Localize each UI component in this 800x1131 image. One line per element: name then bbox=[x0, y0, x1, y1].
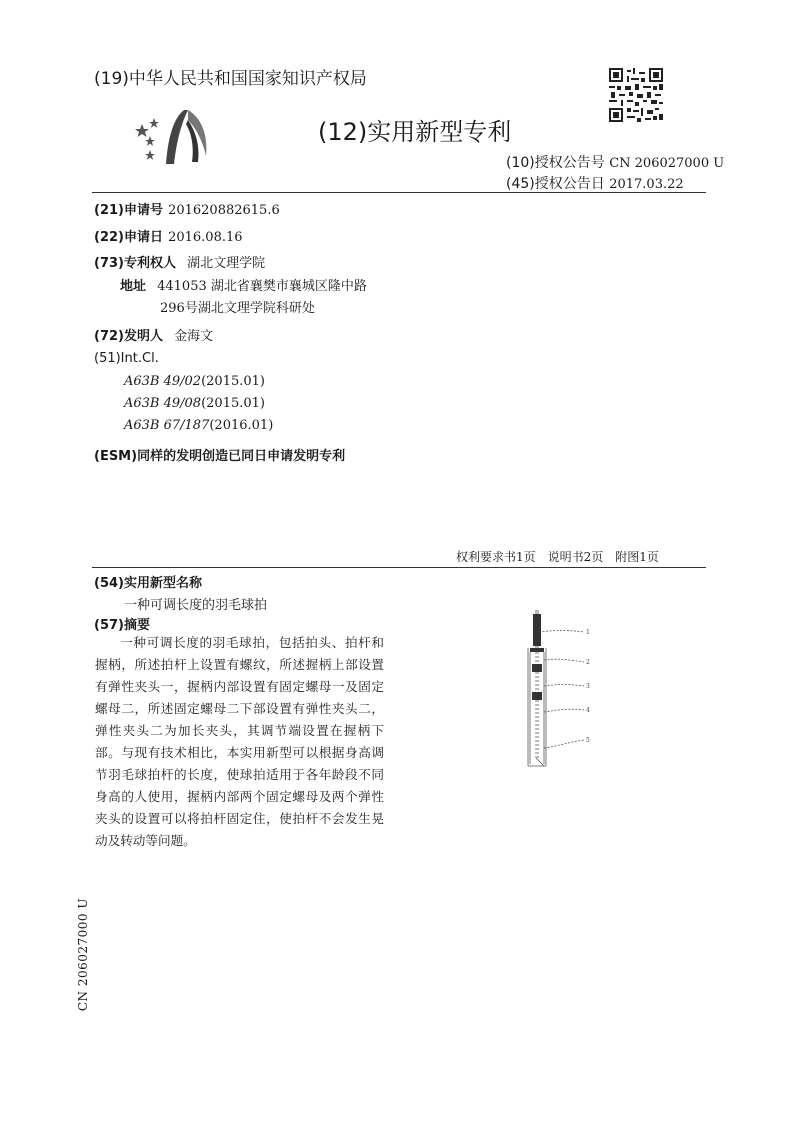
application-date: 2016.08.16 bbox=[168, 230, 243, 245]
ipc-code: A63B 49/08 bbox=[124, 396, 202, 411]
inventor-row bbox=[94, 325, 213, 344]
ipc-label: (51)Int.Cl. bbox=[94, 351, 159, 366]
ipc-version: (2016.01) bbox=[209, 418, 274, 433]
figure-label: 3 bbox=[586, 683, 590, 690]
ipc-entry bbox=[124, 396, 265, 411]
patentee-label: (73)专利权人 bbox=[94, 256, 176, 271]
application-number-row bbox=[94, 199, 280, 218]
utility-model-title: 一种可调长度的羽毛球拍 bbox=[124, 598, 268, 613]
document-type: (12)实用新型专利 bbox=[318, 118, 512, 146]
address-label: 地址 bbox=[120, 279, 147, 294]
qr-code bbox=[609, 68, 663, 122]
office-name: (19)中华人民共和国国家知识产权局 bbox=[94, 69, 367, 89]
address-line1: 441053 湖北省襄樊市襄城区隆中路 bbox=[157, 279, 367, 294]
cnipa-logo bbox=[128, 106, 214, 170]
figure-label: 1 bbox=[586, 629, 590, 636]
ipc-code: A63B 49/02 bbox=[124, 374, 202, 389]
title-label: (54)实用新型名称 bbox=[94, 576, 202, 591]
page-counts: 权利要求书1页 说明书2页 附图1页 bbox=[456, 550, 659, 564]
patentee: 湖北文理学院 bbox=[187, 256, 266, 271]
patentee-row bbox=[94, 252, 265, 271]
ipc-entry bbox=[124, 374, 265, 389]
header-divider bbox=[92, 192, 706, 193]
grant-date: 2017.03.22 bbox=[609, 177, 684, 192]
racket-figure bbox=[500, 608, 620, 774]
grant-number-label: (10)授权公告号 bbox=[506, 155, 605, 171]
address-line2: 296号湖北文理学院科研处 bbox=[160, 301, 315, 316]
esm-note: (ESM)同样的发明创造已同日申请发明专利 bbox=[94, 449, 346, 464]
ipc-version: (2015.01) bbox=[201, 374, 265, 389]
grant-number: CN 206027000 U bbox=[609, 156, 725, 171]
figure-label: 5 bbox=[586, 737, 590, 744]
inventor-label: (72)发明人 bbox=[94, 329, 163, 344]
application-date-row bbox=[94, 226, 243, 245]
grant-date-row bbox=[506, 173, 684, 193]
figure-label: 4 bbox=[586, 707, 590, 714]
ipc-version: (2015.01) bbox=[201, 396, 265, 411]
ipc-entry bbox=[124, 418, 273, 433]
application-number-label: (21)申请号 bbox=[94, 203, 163, 218]
abstract-text: 一种可调长度的羽毛球拍，包括拍头、拍杆和握柄，所述拍杆上设置有螺纹，所述握柄上部设置有弹性夹头一，握柄内部设置有固定螺母一及固定螺母二，所述固定螺母二下部设置有弹性夹头二，弹性夹头二为加长夹头，其调节端设置在握柄下部。与现有技术相比，本实用新型可以根据身高调节羽毛球拍杆的长度，使球拍适用于各年龄段不同身高的人使用，握柄内部两个固定螺母及两个弹性夹头的设置可以将拍杆固定住，使拍杆不会发生晃动及转动等问题。 bbox=[95, 635, 384, 848]
grant-number-row bbox=[506, 152, 724, 172]
figure-label: 2 bbox=[586, 659, 590, 666]
application-date-label: (22)申请日 bbox=[94, 230, 163, 245]
ipc-code: A63B 67/187 bbox=[124, 418, 210, 433]
side-publication-number: CN 206027000 U bbox=[76, 898, 90, 1012]
address-row bbox=[120, 275, 367, 294]
application-number: 201620882615.6 bbox=[168, 203, 280, 218]
inventor: 金海文 bbox=[174, 329, 214, 344]
abstract-divider bbox=[92, 567, 706, 568]
abstract-label: (57)摘要 bbox=[94, 618, 150, 633]
grant-date-label: (45)授权公告日 bbox=[506, 176, 605, 192]
